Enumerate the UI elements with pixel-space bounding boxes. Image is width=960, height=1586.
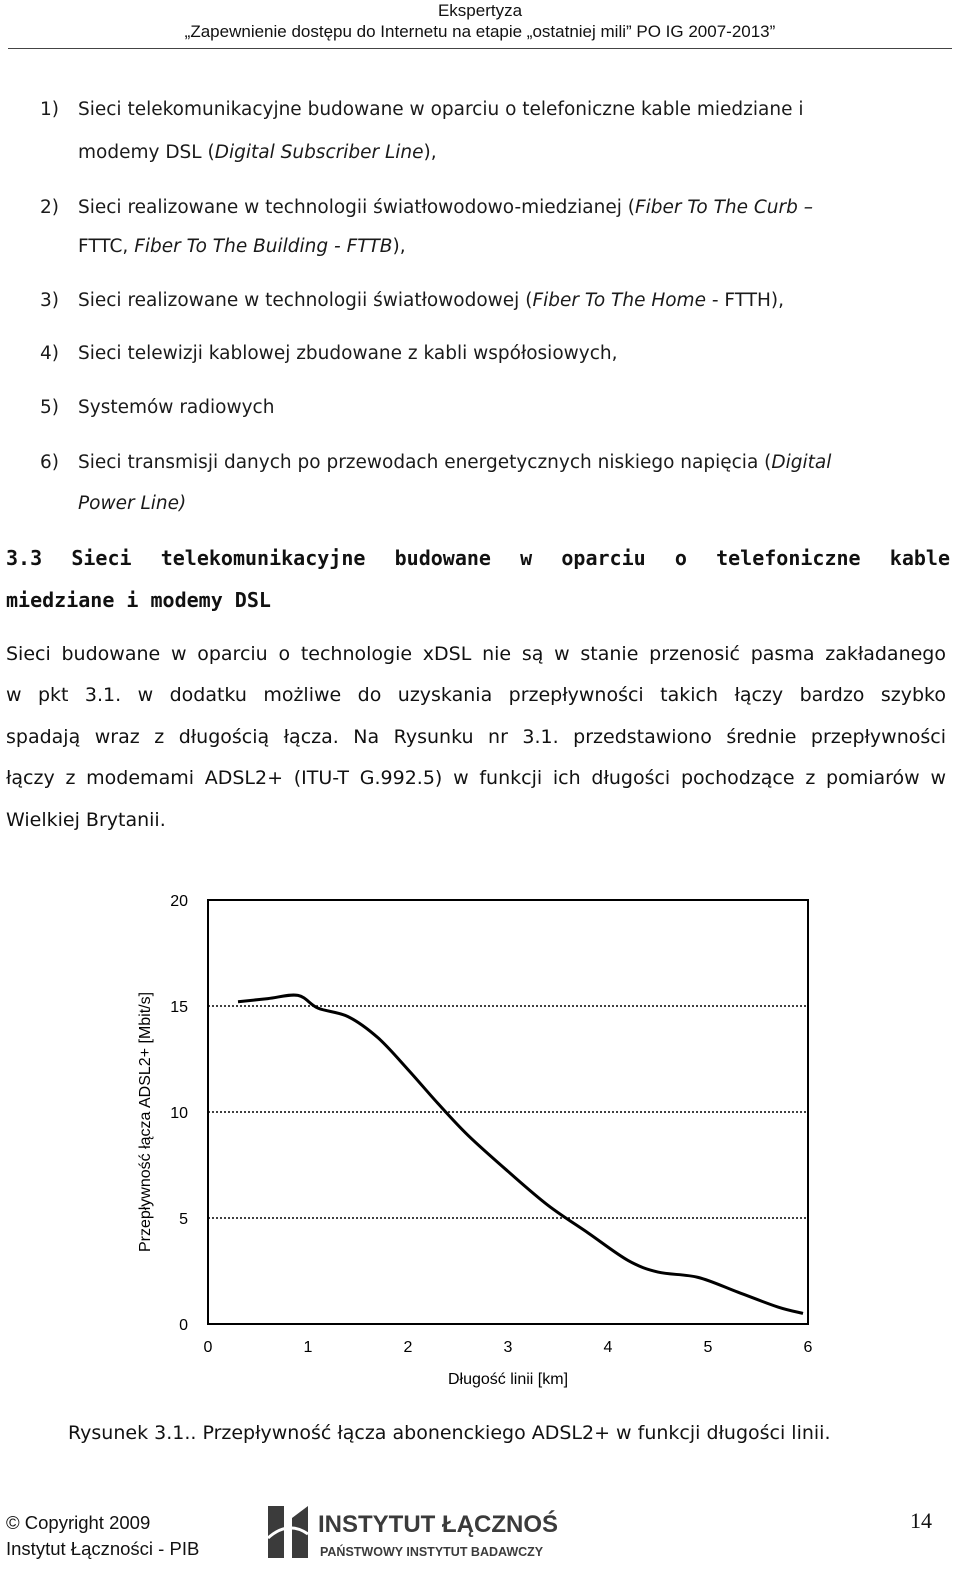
list-item: 1) Sieci telekomunikacyjne budowane w oparciu o telefoniczne kable miedziane i (40, 99, 804, 120)
page-header (0, 0, 960, 42)
y-tick-label: 5 (179, 1211, 188, 1228)
x-tick-label: 3 (503, 1339, 513, 1356)
header-divider (8, 48, 952, 49)
x-tick-label: 1 (303, 1339, 313, 1356)
y-tick-label: 15 (170, 999, 188, 1016)
header-subtitle: „Zapewnienie dostępu do Internetu na etapie „ostatniej mili” PO IG 2007-2013” (184, 22, 776, 41)
throughput-chart (120, 860, 840, 1400)
logo-text: INSTYTUT ŁĄCZNOŚCI (318, 1511, 558, 1538)
x-tick-label: 0 (203, 1339, 213, 1356)
paragraph-line: łączy z modemami ADSL2+ (ITU-T G.992.5) w funkcji ich długości pochodzące z pomiarów w (6, 767, 946, 789)
section-heading: 3.3 Sieci telekomunikacyjne budowane w oparciu o telefoniczne kable (6, 546, 950, 570)
paragraph-line: spadają wraz z długością łącza. Na Rysunku nr 3.1. przedstawiono średnie przepływności (6, 726, 946, 748)
x-axis-label: Długość linii [km] (447, 1371, 569, 1388)
footer-copyright: © Copyright 2009 (6, 1512, 151, 1533)
figure-caption: Rysunek 3.1.. Przepływność łącza abonenckiego ADSL2+ w funkcji długości linii. (68, 1422, 831, 1444)
list-item: 5) Systemów radiowych (40, 397, 275, 418)
paragraph-line: w pkt 3.1. w dodatku możliwe do uzyskania przepływności takich łączy bardzo szybko (6, 684, 946, 706)
list-item: 2) Sieci realizowane w technologii światłowodowo-miedzianej (Fiber To The Curb – (40, 197, 813, 218)
list-item-continuation: modemy DSL (Digital Subscriber Line), (78, 142, 437, 163)
x-tick-label: 5 (703, 1339, 713, 1356)
chart-ticks (170, 893, 812, 1356)
y-tick-label: 20 (170, 893, 188, 910)
institute-logo (262, 1500, 558, 1570)
list-item-continuation: Power Line) (78, 493, 187, 514)
x-tick-label: 4 (603, 1339, 613, 1356)
chart-grid (208, 1006, 808, 1218)
list-item: 3) Sieci realizowane w technologii światłowodowej (Fiber To The Home - FTTH), (40, 290, 785, 311)
y-tick-label: 10 (170, 1105, 188, 1122)
x-tick-label: 2 (403, 1339, 413, 1356)
footer-organization: Instytut Łączności - PIB (6, 1538, 200, 1559)
y-axis-label: Przepływność łącza ADSL2+ [Mbit/s] (137, 991, 154, 1253)
logo-mark-icon (262, 1500, 558, 1570)
list-item-continuation: FTTC, Fiber To The Building - FTTB), (78, 236, 406, 257)
page-number: 14 (910, 1508, 932, 1533)
series-line (238, 995, 803, 1313)
y-tick-label: 0 (179, 1317, 188, 1334)
x-tick-label: 6 (803, 1339, 813, 1356)
list-item: 4) Sieci telewizji kablowej zbudowane z kabli współosiowych, (40, 343, 618, 364)
logo-subtext: PAŃSTWOWY INSTYTUT BADAWCZY (320, 1545, 544, 1559)
section-heading-line2: miedziane i modemy DSL (6, 588, 271, 612)
paragraph-line: Wielkiej Brytanii. (6, 809, 166, 831)
list-item: 6) Sieci transmisji danych po przewodach energetycznych niskiego napięcia (Digital (40, 452, 832, 473)
header-title: Ekspertyza (437, 1, 523, 20)
paragraph-line: Sieci budowane w oparciu o technologie xDSL nie są w stanie przenosić pasma zakładanego (6, 643, 946, 665)
